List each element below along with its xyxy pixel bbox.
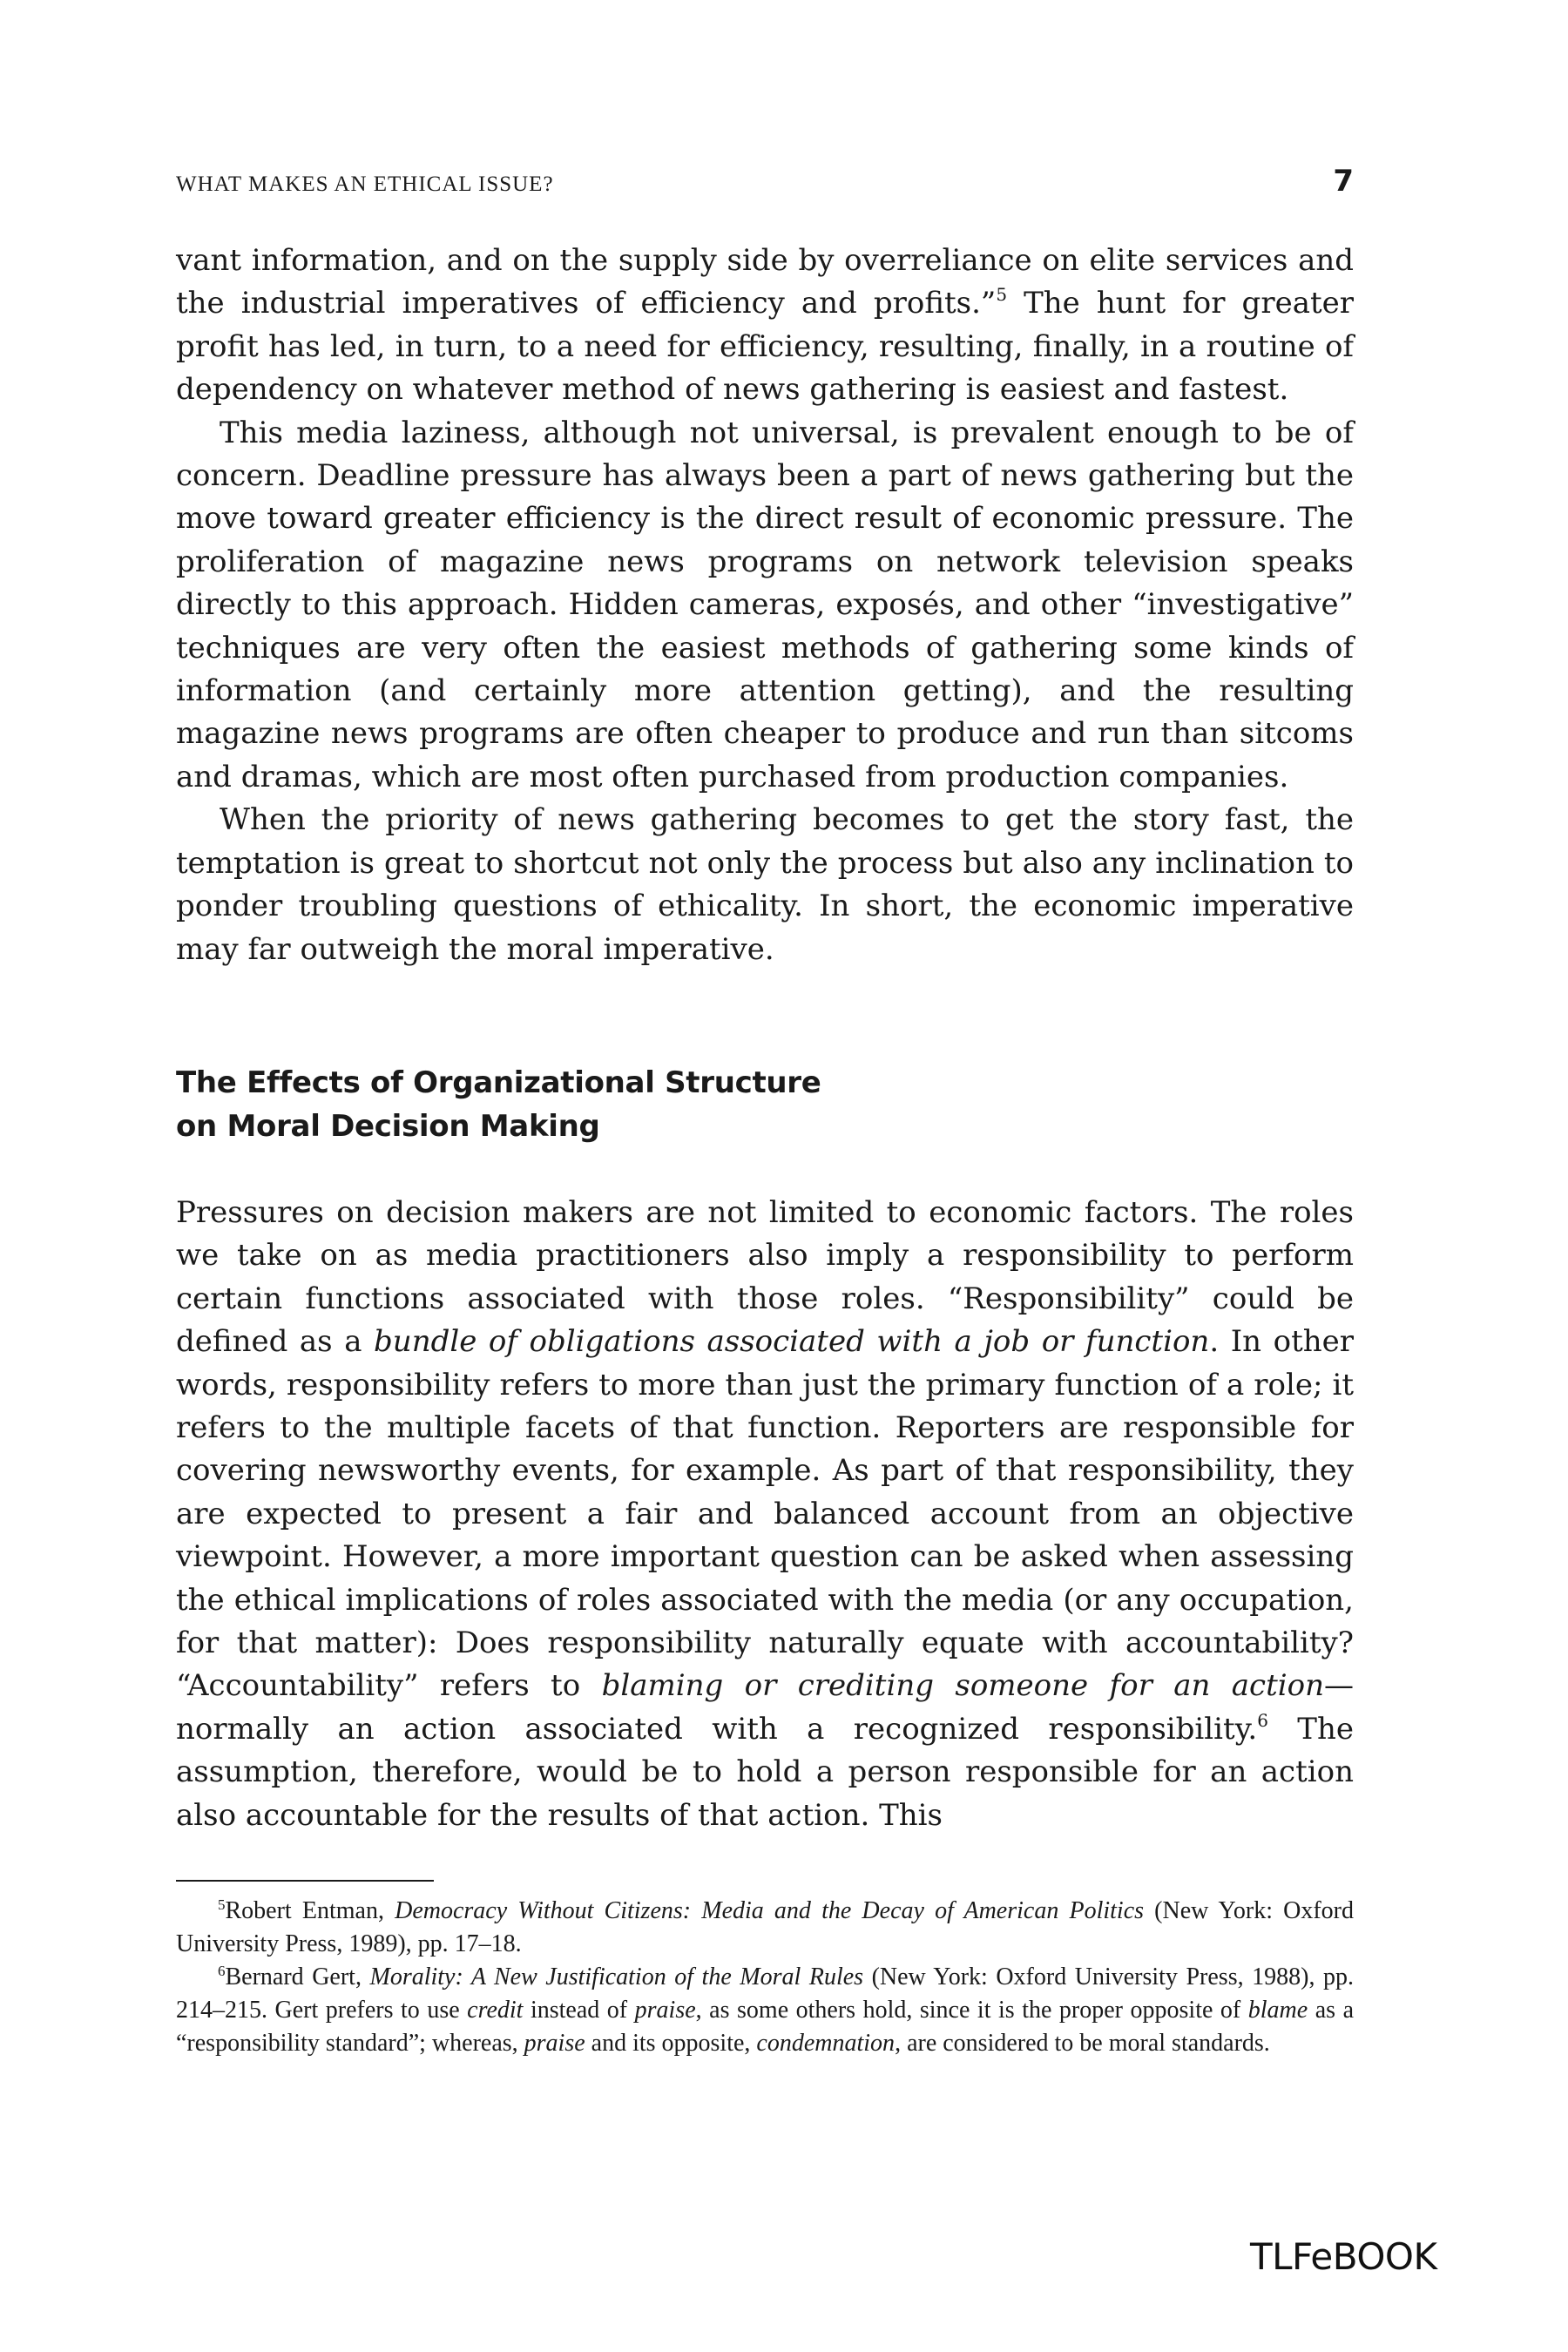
section-heading-line: The Effects of Organizational Structure — [176, 1065, 821, 1100]
watermark: TLFeBOOK — [1250, 2235, 1437, 2278]
body-text-top — [176, 240, 1354, 971]
footnote-text: as a “responsibility standard”; whereas, — [176, 1997, 1354, 2057]
section-heading — [176, 1061, 1047, 1148]
paragraph-continued — [176, 240, 1354, 412]
page-number: 7 — [1333, 164, 1354, 199]
running-head — [176, 164, 1354, 199]
paragraph-text: The hunt for greater profit has led, in turn, to a need for efficiency, resulting, finally, in a routine of dependency on whatever method of news gathering is easiest and fastest. — [176, 286, 1354, 408]
emphasis-text: bundle of obligations associated with a job or function — [374, 1324, 1210, 1360]
footnote-text: , are considered to be moral standards. — [895, 2030, 1270, 2057]
paragraph-media-laziness: This media laziness, although not universal, is prevalent enough to be of concern. Deadline pressure has always been a part of news gathering but the move toward greater efficiency is the direct result of economic pressure. The proliferation of magazine news programs on network television speaks directly to this approach. Hidden cameras, exposés, and other “investigative” techniques are very often the easiest methods of gathering some kinds of information (and certainly more attention getting), and the resulting magazine news programs are often cheaper to produce and run than sitcoms and dramas, which are most often purchased from production companies. — [176, 415, 1354, 794]
running-head-title: WHAT MAKES AN ETHICAL ISSUE? — [176, 172, 554, 196]
footnote-ref-6: 6 — [1257, 1709, 1268, 1731]
footnote-emphasis: credit — [467, 1997, 524, 2024]
footnote-6 — [176, 1961, 1354, 2060]
paragraph-pressures — [176, 1192, 1354, 1837]
footnote-number: 5 — [218, 1896, 226, 1913]
footnote-emphasis: condemnation — [756, 2030, 896, 2057]
footnote-rule — [176, 1880, 434, 1882]
body-text-bottom — [176, 1192, 1354, 1837]
paragraph-text: . In other words, responsibility refers to more than just the primary function of a role; it refers to the multiple facets of that function. Reporters are responsible for covering newsworthy events, for example. As part of that responsibility, they are expected to present a fair and balanced account from an objective viewpoint. However, a more important question can be asked when assessing the ethical implications of roles associated with the media (or any occupation, for that matter): Does responsibility naturally equate with accountability? “Accountability” refers to — [176, 1324, 1355, 1704]
emphasis-text: blaming or crediting someone for an action — [601, 1668, 1325, 1704]
footnote-book-title: Democracy Without Citizens: Media and the Decay of American Politics — [395, 1897, 1145, 1924]
paragraph-text: The assumption, therefore, would be to hold a person responsible for an action also accountable for the results of that action. This — [176, 1711, 1354, 1833]
section-heading-line: on Moral Decision Making — [176, 1109, 600, 1144]
footnote-text: (New York: Oxford University Press, 1989), pp. 17–18. — [176, 1897, 1355, 1957]
footnotes — [176, 1895, 1354, 2060]
footnote-book-title: Morality: A New Justification of the Moral Rules — [369, 1963, 864, 1990]
footnote-text: Robert Entman, — [225, 1897, 395, 1924]
footnote-emphasis: praise — [634, 1997, 696, 2024]
footnote-text: and its opposite, — [585, 2030, 757, 2057]
footnote-emphasis: praise — [524, 2030, 585, 2057]
paragraph-priority: When the priority of news gathering becomes to get the story fast, the temptation is great to shortcut not only the process but also any inclination to ponder troubling questions of ethicality. In short, the economic imperative may far outweigh the moral imperative. — [176, 802, 1354, 967]
paragraph-text: —normally an action associated with a recognized responsibility. — [176, 1668, 1355, 1747]
footnote-number: 6 — [218, 1963, 226, 1979]
footnote-ref-5: 5 — [996, 284, 1008, 306]
footnote-text: instead of — [523, 1997, 635, 2024]
footnote-5 — [176, 1895, 1354, 1961]
footnote-text: Bernard Gert, — [225, 1963, 370, 1990]
footnote-text: , as some others hold, since it is the proper opposite of — [695, 1997, 1248, 2024]
paragraph-text: Pressures on decision makers are not limited to economic factors. The roles we take on as media practitioners also imply a responsibility to perform certain functions associated with those roles. “Responsibility” could be defined as a — [176, 1195, 1354, 1360]
footnote-text: (New York: Oxford University Press, 1988), pp. 214–215. Gert prefers to use — [176, 1963, 1354, 2024]
paragraph-text: vant information, and on the supply side by overreliance on elite services and the industrial imperatives of efficiency and profits.” — [176, 243, 1354, 321]
footnote-emphasis: blame — [1247, 1997, 1308, 2024]
